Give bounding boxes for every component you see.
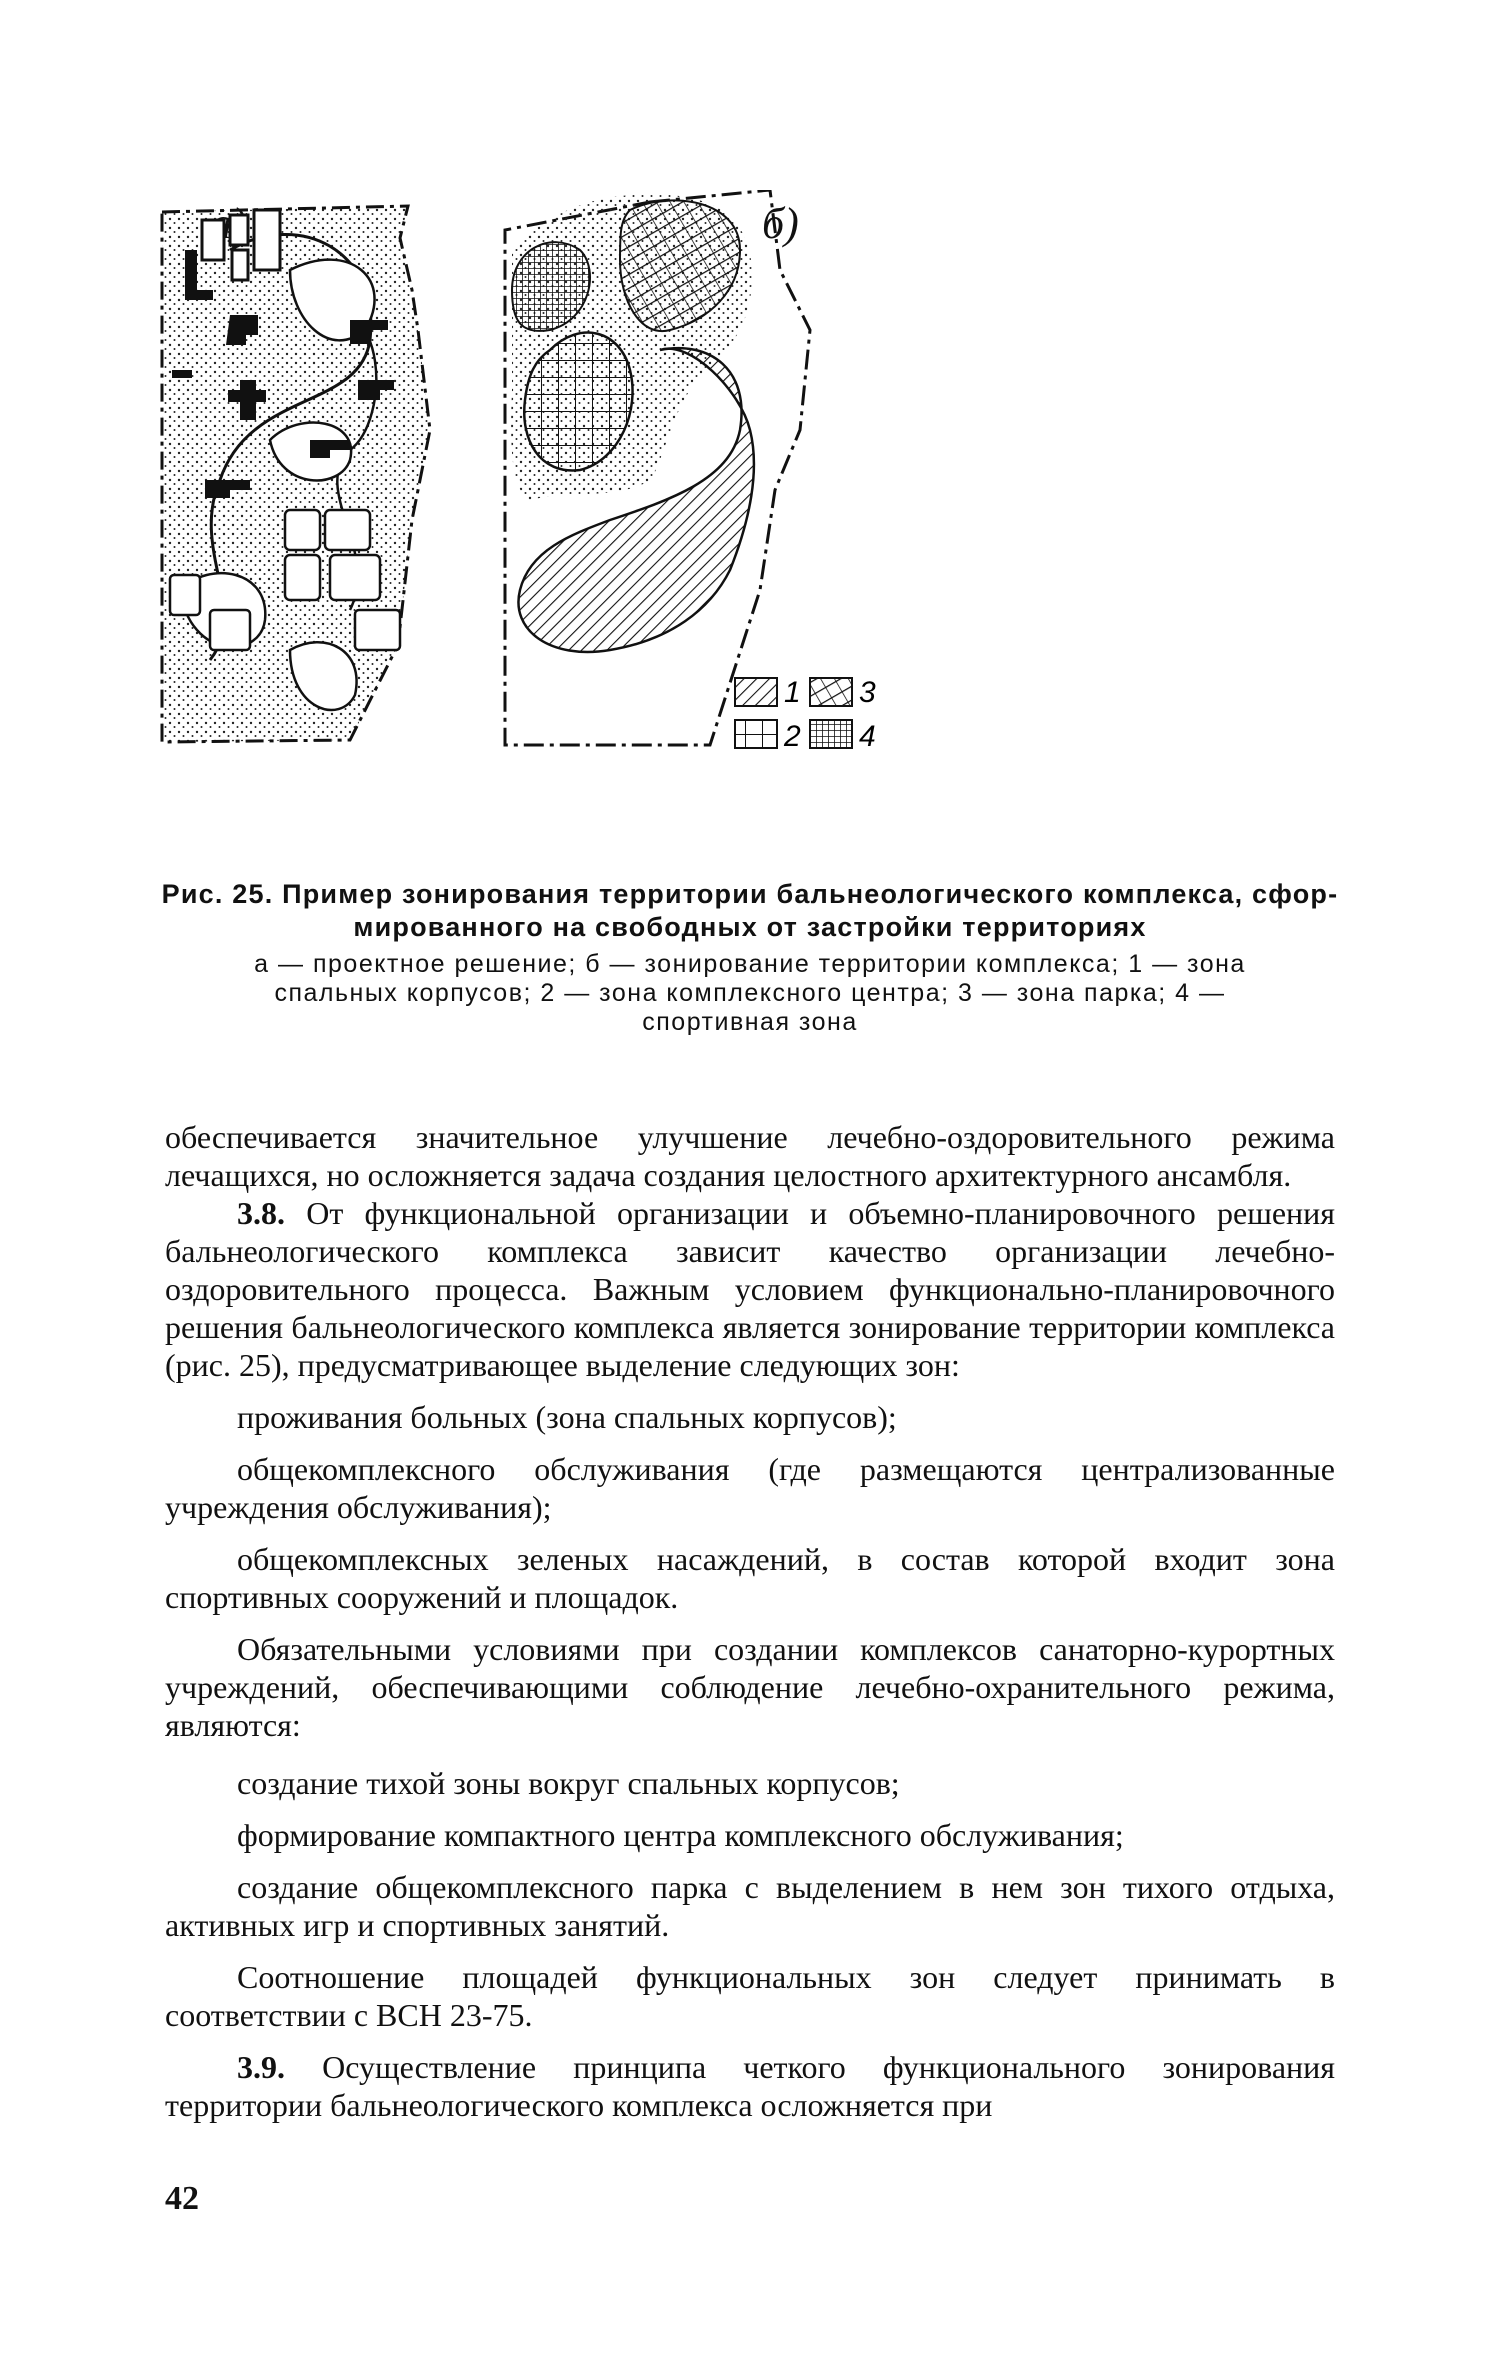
caption-legend-line2: спальных корпусов; 2 — зона комплексного центра; 3 — зона парка; 4 — xyxy=(274,979,1226,1007)
section-number-3-8: 3.8. xyxy=(237,1195,285,1231)
paragraph-3-8-text: От функциональной организации и объемно-планировочного решения бальнеологического комплекса зависит качество организации лечебно-оздоровительного процесса. Важным условием функционально-планировочного решения бальнеологического комплекса является зонирование территории комплекса (рис. 25), предусматривающее выделение следующих зон: xyxy=(165,1195,1336,1383)
paragraph-3-9-text: Осуществление принципа четкого функционального зонирования территории бальнеологического комплекса осложняется при xyxy=(165,2049,1336,2123)
caption-legend-line3: спортивная зона xyxy=(642,1008,858,1036)
page-number: 42 xyxy=(165,2180,199,2217)
list-item-compact-center: формирование компактного центра комплексного обслуживания; xyxy=(237,1817,1124,1853)
figure-label-b: б) xyxy=(762,199,799,248)
paragraph-continuation: обеспечивается значительное улучшение лечебно-оздоровительного режима лечащихся, но осложняется задача создания целостного архитектурного ансамбля. xyxy=(165,1119,1335,1193)
paragraph-ratio: Соотношение площадей функциональных зон следует принимать в соответствии с ВСН 23-75. xyxy=(165,1959,1335,2033)
legend-label-2: 2 xyxy=(784,720,801,753)
legend-label-1: 1 xyxy=(784,676,801,709)
legend-label-3: 3 xyxy=(859,676,876,709)
caption-legend-line1: а — проектное решение; б — зонирование территории комплекса; 1 — зона xyxy=(254,950,1246,978)
caption-title-line1: Рис. 25. Пример зонирования территории бальнеологического комплекса, сфор- xyxy=(161,879,1339,909)
figure-drawings xyxy=(150,190,1350,870)
figure-caption xyxy=(160,878,1340,1037)
caption-title-line2: мированного на свободных от застройки территориях xyxy=(353,912,1147,942)
legend-label-4: 4 xyxy=(859,720,876,753)
list-item-zone-service: общекомплексного обслуживания (где размещаются централизованные учреждения обслуживания); xyxy=(165,1451,1335,1525)
list-item-park: создание общекомплексного парка с выделением в нем зон тихого отдыха, активных игр и спортивных занятий. xyxy=(165,1869,1335,1943)
body-text xyxy=(165,1118,1335,2124)
plan-a-project-solution xyxy=(162,206,430,742)
figure-25 xyxy=(150,190,1350,870)
paragraph-conditions: Обязательными условиями при создании комплексов санаторно-курортных учреждений, обеспечивающими соблюдение лечебно-охранительного режима, являются: xyxy=(165,1631,1335,1743)
paragraph-3-8 xyxy=(165,1194,1335,1384)
paragraph-3-9 xyxy=(165,2048,1335,2124)
list-item-zone-green: общекомплексных зеленых насаждений, в состав которой входит зона спортивных сооружений и площадок. xyxy=(165,1541,1335,1615)
plan-b-zoning xyxy=(505,190,876,753)
list-item-zone-living: проживания больных (зона спальных корпусов); xyxy=(237,1399,897,1435)
section-number-3-9: 3.9. xyxy=(237,2049,285,2085)
list-item-quiet-zone: создание тихой зоны вокруг спальных корпусов; xyxy=(237,1765,900,1801)
